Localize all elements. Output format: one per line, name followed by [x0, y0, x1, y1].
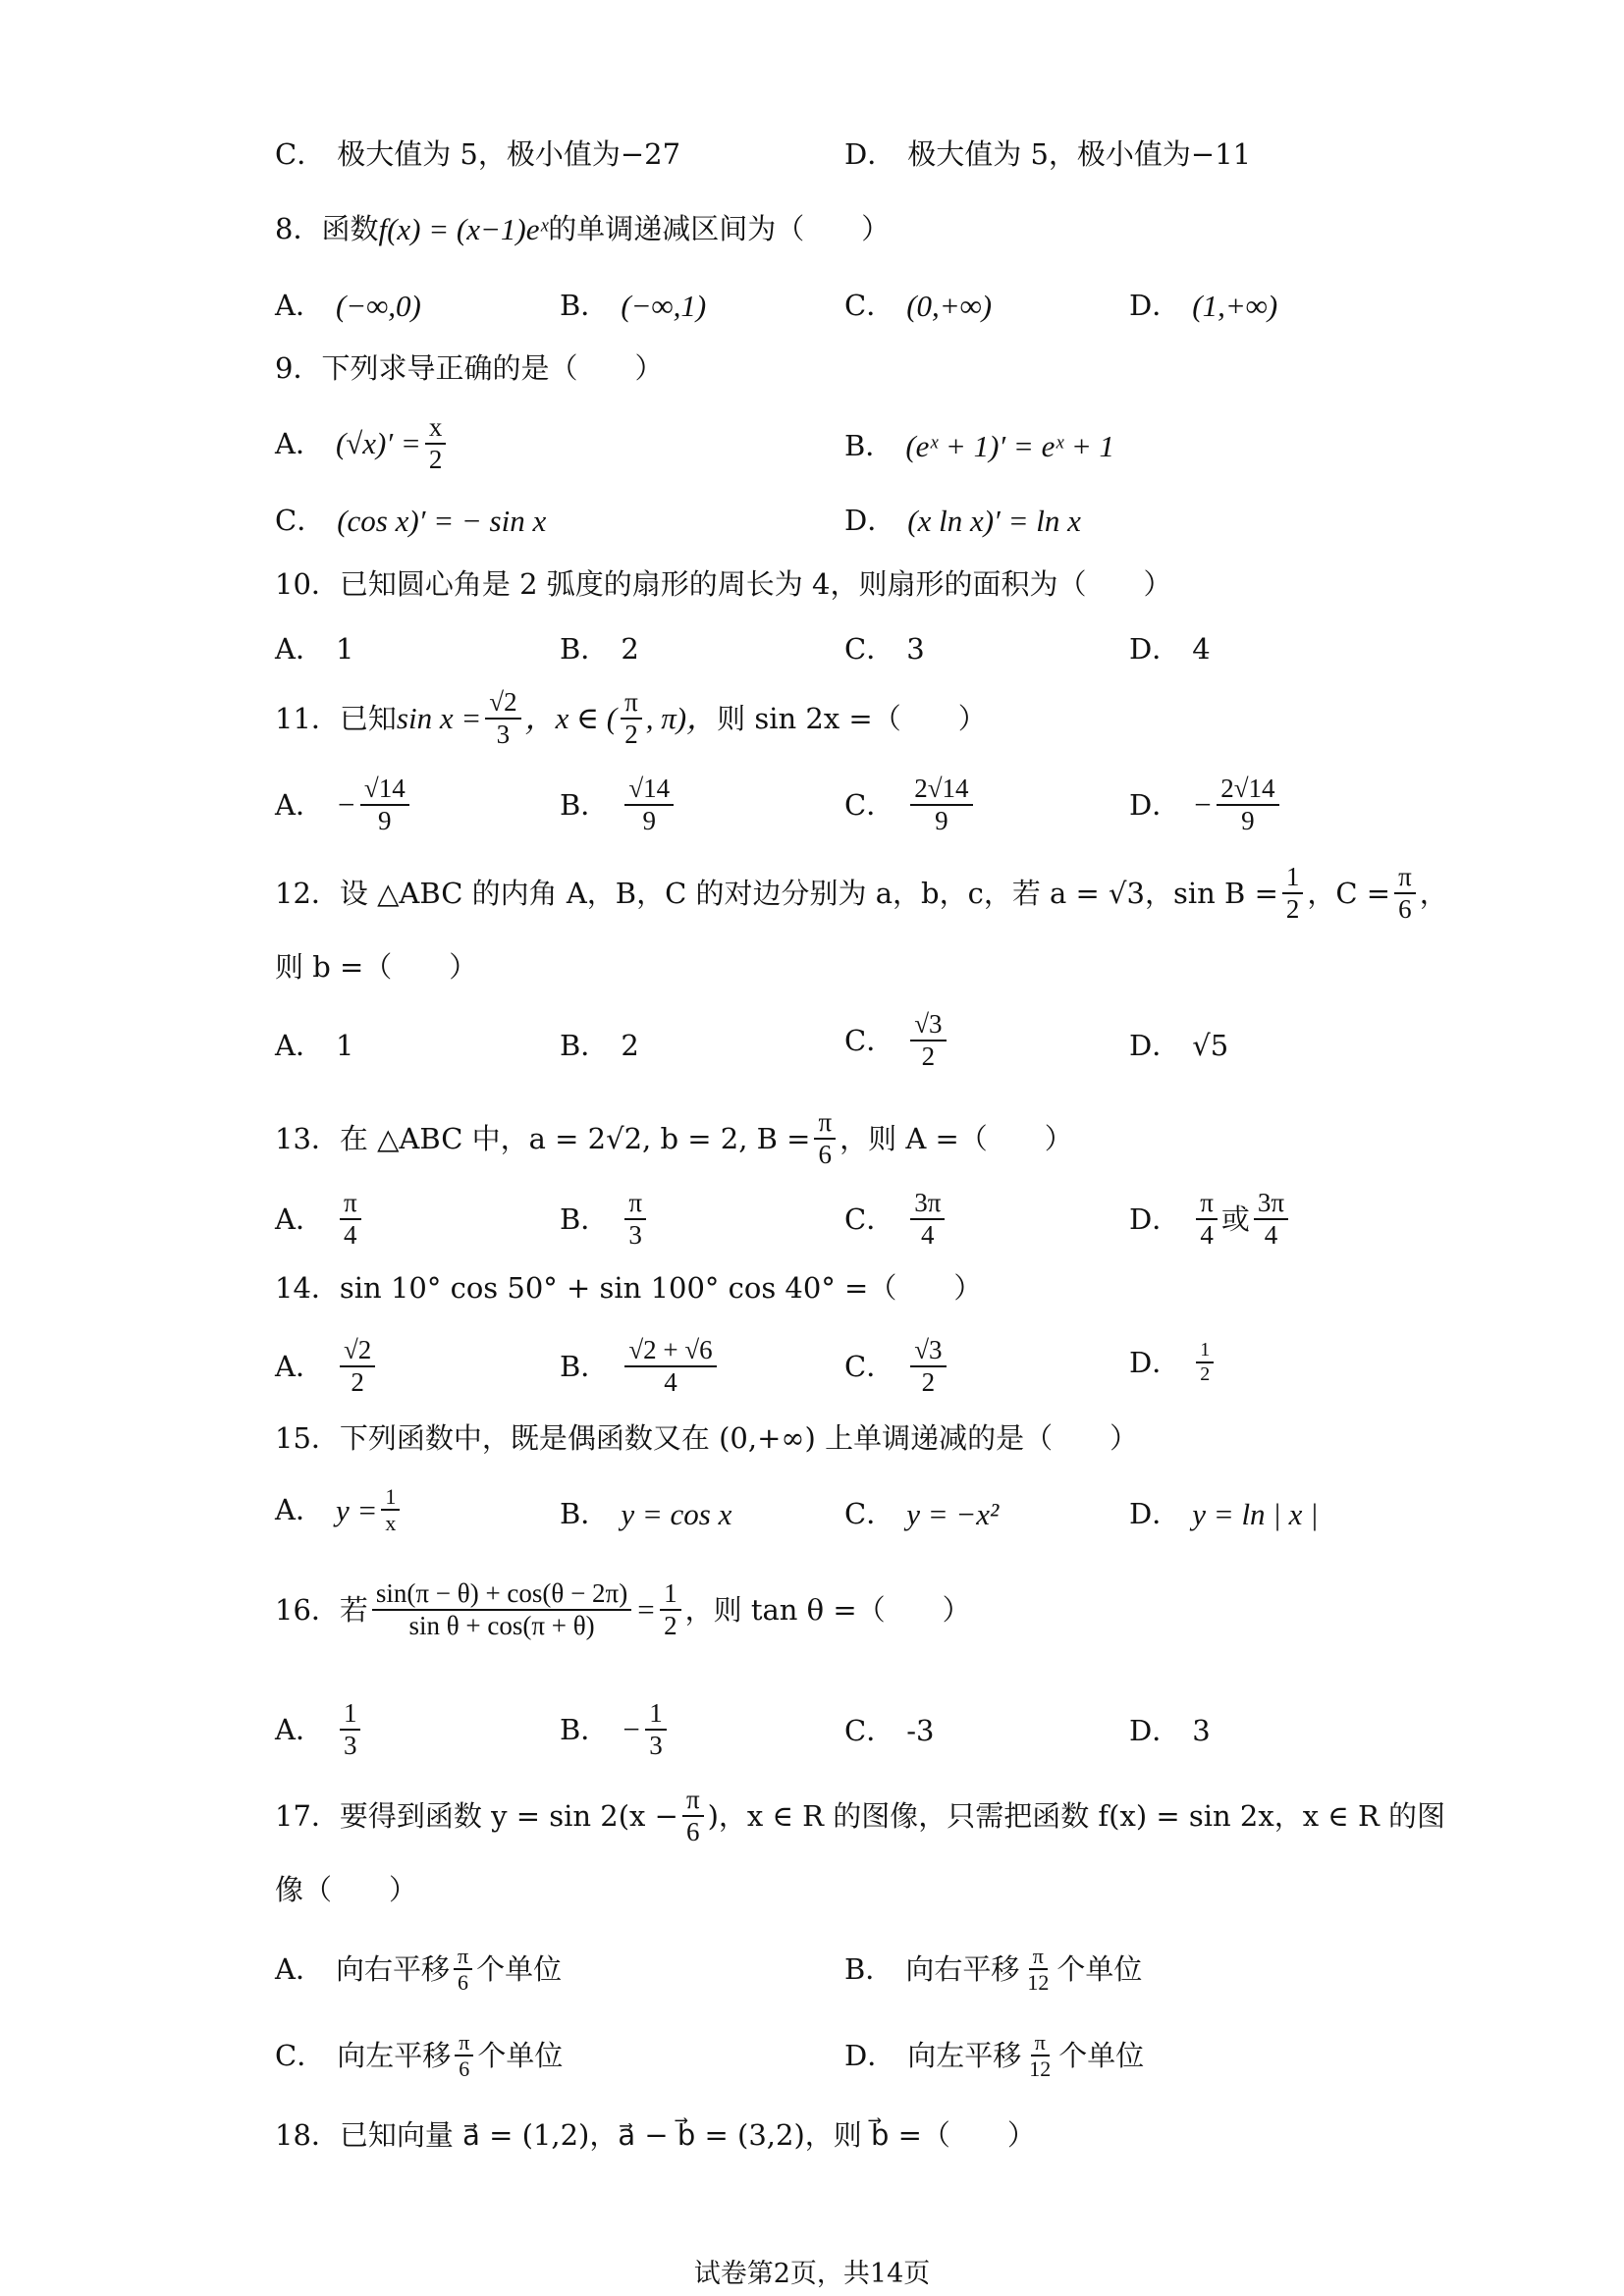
fraction-den: 2	[921, 1367, 936, 1398]
option-text: (cos x)′ = − sin x	[337, 504, 547, 538]
option-text: y = −x²	[906, 1497, 1000, 1531]
option-text: 2	[621, 1029, 639, 1062]
fraction-den: 2	[351, 1367, 364, 1398]
option-text: (eˣ + 1)′ = eˣ + 1	[905, 429, 1115, 463]
q11-option-a	[275, 774, 413, 836]
q17-option-b	[844, 1944, 1142, 1996]
q17-stem	[275, 1785, 1445, 1847]
q9-stem: 9．下列求导正确的是（ ）	[275, 351, 664, 385]
fraction-num: π	[455, 2030, 473, 2056]
option-sign: −	[335, 787, 356, 823]
fraction-num: 1	[660, 1578, 681, 1611]
option-text: (−∞,1)	[621, 289, 707, 323]
fraction-num: π	[682, 1785, 704, 1817]
q14-stem: 14．sin 10° cos 50° + sin 100° cos 40° =（ ）	[275, 1271, 983, 1305]
option-label: A．	[275, 1492, 324, 1526]
option-text: (1,+∞)	[1192, 289, 1278, 323]
option-lhs: (√x)′ =	[335, 426, 421, 461]
fraction-num: π	[624, 1188, 646, 1220]
stem-suffix: 则 sin 2x =（ ）	[717, 701, 987, 735]
stem-math: =	[635, 1592, 657, 1628]
fraction	[425, 412, 447, 475]
q14-option-d	[1129, 1339, 1218, 1386]
q17-option-a	[275, 1944, 562, 1996]
option-sign: −	[1192, 787, 1214, 823]
option-label: C．	[844, 1497, 895, 1531]
fraction	[340, 1335, 375, 1398]
fraction-den: 2	[624, 720, 638, 750]
option-label: A．	[275, 1951, 324, 1986]
option-label: A．	[275, 289, 324, 323]
or-text: 或	[1220, 1201, 1250, 1236]
fraction	[1217, 774, 1278, 836]
fraction-num: π	[1029, 1944, 1048, 1970]
q9-option-c	[275, 503, 546, 539]
option-label: D．	[1129, 1201, 1181, 1236]
fraction-num: sin(π − θ) + cos(θ − 2π)	[372, 1578, 631, 1611]
fraction-num: √2 + √6	[624, 1335, 716, 1367]
fraction-den: 2	[921, 1041, 936, 1072]
q10-option-c	[844, 632, 925, 667]
q11-option-b	[560, 774, 677, 836]
q10-stem: 10．已知圆心角是 2 弧度的扇形的周长为 4，则扇形的面积为（ ）	[275, 567, 1172, 601]
q8-stem	[275, 211, 890, 247]
q16-option-c	[844, 1714, 934, 1748]
option-label: C．	[275, 137, 326, 171]
option-text: 个单位	[1056, 1951, 1143, 1986]
option-text: 3	[906, 632, 925, 666]
option-label: D．	[844, 2038, 896, 2072]
q9-option-d	[844, 503, 1081, 539]
fraction	[624, 1188, 646, 1251]
fraction-num: π	[814, 1107, 836, 1140]
option-label: B．	[560, 1497, 610, 1531]
q8-option-d	[1129, 288, 1277, 324]
option-label: B．	[560, 632, 610, 666]
q10-option-a	[275, 632, 353, 667]
fraction-den: 6	[818, 1140, 833, 1170]
fraction-num: π	[621, 687, 642, 720]
stem-suffix: ，则 A =（ ）	[839, 1121, 1073, 1155]
option-label: D．	[1129, 1714, 1181, 1747]
option-text: 个单位	[1058, 2038, 1145, 2072]
q12-option-c	[844, 1009, 950, 1072]
q13-option-a	[275, 1188, 365, 1251]
fraction-den: 12	[1029, 2056, 1052, 2082]
fraction	[660, 1578, 681, 1641]
option-text: (x ln x)′ = ln x	[907, 504, 1081, 538]
q17-stem-line2: 像（ ）	[275, 1873, 418, 1906]
fraction-num: √2	[485, 687, 520, 720]
option-label: C．	[844, 1349, 895, 1383]
fraction-num: π	[1394, 862, 1416, 894]
q9-option-a	[275, 412, 450, 475]
q8-option-b	[560, 288, 706, 324]
fraction	[814, 1107, 836, 1170]
fraction	[910, 1335, 946, 1398]
fraction-den: 2	[1200, 1363, 1211, 1385]
option-label: D．	[1129, 1345, 1181, 1379]
stem-prefix: 16．若	[275, 1592, 368, 1627]
stem-math: , π)，	[645, 701, 718, 736]
q7-option-d	[844, 137, 1251, 172]
option-lhs: y =	[335, 1492, 378, 1527]
option-label: A．	[275, 787, 324, 822]
option-label: D．	[1129, 1029, 1181, 1062]
fraction-den: 3	[649, 1731, 663, 1761]
option-label: B．	[560, 1349, 610, 1383]
fraction-den: 9	[1241, 806, 1255, 836]
fraction-den: 6	[458, 1970, 469, 1996]
fraction-num: 2√14	[910, 774, 972, 806]
q16-option-d	[1129, 1714, 1211, 1748]
fraction-num: √14	[624, 774, 674, 806]
option-label: B．	[560, 1201, 610, 1236]
q8-option-a	[275, 288, 421, 324]
fraction	[624, 1335, 716, 1398]
fraction-den: 3	[628, 1220, 642, 1251]
q12-stem-line2: 则 b =（ ）	[275, 950, 478, 984]
fraction-den: sin θ + cos(π + θ)	[408, 1611, 595, 1641]
option-text: y = ln | x |	[1192, 1497, 1319, 1531]
option-label: C．	[275, 2038, 326, 2072]
q12-option-a	[275, 1029, 353, 1063]
option-text: √5	[1192, 1029, 1229, 1062]
fraction	[645, 1698, 667, 1761]
q17-option-d	[844, 2030, 1144, 2082]
option-text: 个单位	[476, 1951, 563, 1986]
option-label: D．	[1129, 289, 1181, 323]
option-label: A．	[275, 1201, 324, 1236]
q15-option-a	[275, 1484, 404, 1536]
option-label: A．	[275, 1712, 324, 1746]
option-label: C．	[844, 787, 895, 822]
q15-stem: 15．下列函数中，既是偶函数又在 (0,+∞) 上单调递减的是（ ）	[275, 1421, 1139, 1455]
stem-math: sin x =	[396, 701, 482, 736]
option-text: (0,+∞)	[906, 289, 993, 323]
q12-stem	[275, 862, 1448, 925]
option-label: A．	[275, 1349, 324, 1383]
fraction	[910, 1188, 945, 1251]
fraction-den: 4	[1264, 1220, 1278, 1251]
stem-suffix: )，x ∈ R 的图像，只需把函数 f(x) = sin 2x，x ∈ R 的图	[707, 1798, 1446, 1833]
option-label: D．	[1129, 787, 1181, 822]
fraction-den: 6	[459, 2056, 470, 2082]
stem-math: ，C =	[1307, 876, 1391, 910]
fraction-den: 6	[1398, 894, 1412, 925]
fraction	[1394, 862, 1416, 925]
fraction	[372, 1578, 631, 1641]
page-footer: 试卷第2页，共14页	[693, 2259, 931, 2289]
fraction-num: 3π	[910, 1188, 945, 1220]
q15-option-b	[560, 1496, 731, 1532]
option-text: 个单位	[477, 2038, 564, 2072]
fraction	[1023, 1944, 1053, 1996]
option-label: C．	[844, 289, 895, 323]
q9-option-b	[844, 428, 1114, 464]
q10-option-b	[560, 632, 639, 667]
stem-math: f(x) = (x−1)eˣ	[378, 212, 549, 246]
fraction-num: π	[1031, 2030, 1050, 2056]
option-label: C．	[844, 1023, 895, 1057]
fraction-den: 2	[664, 1611, 677, 1641]
fraction-num: π	[454, 1944, 472, 1970]
q12-option-d	[1129, 1029, 1228, 1063]
option-label: A．	[275, 632, 324, 666]
stem-prefix: 13．在 △ABC 中，a = 2√2, b = 2, B =	[275, 1121, 811, 1155]
q13-option-c	[844, 1188, 948, 1251]
fraction-den: 9	[935, 806, 948, 836]
fraction	[1196, 1188, 1218, 1251]
fraction	[910, 1009, 946, 1072]
fraction	[381, 1484, 400, 1536]
option-text: 2	[621, 632, 639, 666]
q11-option-c	[844, 774, 977, 836]
q16-option-a	[275, 1698, 364, 1761]
fraction-den: 4	[921, 1220, 935, 1251]
fraction-num: 1	[340, 1698, 361, 1731]
option-label: B．	[560, 787, 610, 822]
option-text: 向左平移	[337, 2038, 452, 2072]
fraction-den: 4	[1200, 1220, 1214, 1251]
fraction-den: 3	[496, 720, 511, 750]
q8-option-c	[844, 288, 992, 324]
stem-suffix: ，	[1419, 876, 1448, 910]
q12-option-b	[560, 1029, 639, 1063]
fraction-num: 2√14	[1217, 774, 1278, 806]
option-label: B．	[560, 289, 610, 323]
option-label: C．	[844, 1201, 895, 1236]
fraction-num: π	[340, 1188, 361, 1220]
fraction-den: 12	[1027, 1970, 1050, 1996]
option-label: C．	[844, 632, 895, 666]
fraction-num: π	[1196, 1188, 1218, 1220]
option-label: D．	[1129, 1497, 1181, 1531]
fraction	[454, 1944, 472, 1996]
option-text: (−∞,0)	[335, 289, 421, 323]
fraction	[340, 1698, 361, 1761]
option-text: 向右平移	[905, 1951, 1020, 1986]
option-label: C．	[844, 1714, 895, 1747]
q14-option-b	[560, 1335, 721, 1398]
option-label: D．	[844, 504, 896, 538]
fraction-num: 3π	[1254, 1188, 1288, 1220]
fraction-den: 2	[428, 445, 443, 475]
option-text: 3	[1192, 1714, 1211, 1747]
fraction-num: √2	[340, 1335, 375, 1367]
fraction-num: 1	[381, 1484, 400, 1511]
fraction-num: √3	[910, 1335, 946, 1367]
q15-option-c	[844, 1496, 999, 1532]
stem-prefix: 12．设 △ABC 的内角 A，B，C 的对边分别为 a，b，c，若 a = √3，sin B =	[275, 876, 1278, 910]
q13-option-b	[560, 1188, 650, 1251]
stem-prefix: 17．要得到函数 y = sin 2(x −	[275, 1798, 678, 1833]
q14-option-c	[844, 1335, 950, 1398]
stem-suffix: ，则 tan θ =（ ）	[684, 1592, 971, 1627]
fraction-den: 4	[344, 1220, 357, 1251]
option-text: -3	[906, 1714, 935, 1747]
fraction	[1282, 862, 1304, 925]
fraction	[1025, 2030, 1055, 2082]
fraction-num: 1	[1196, 1339, 1214, 1363]
q11-option-d	[1129, 774, 1283, 836]
option-text: 向左平移	[907, 2038, 1022, 2072]
option-label: C．	[275, 504, 326, 538]
stem-prefix: 11．已知	[275, 701, 397, 735]
option-text: 4	[1192, 632, 1211, 666]
q14-option-a	[275, 1335, 379, 1398]
option-text: 向右平移	[335, 1951, 450, 1986]
q18-stem: 18．已知向量 a⃗ = (1,2)，a⃗ − b⃗ = (3,2)，则 b⃗ =（ ）	[275, 2118, 1036, 2152]
option-label: D．	[1129, 632, 1181, 666]
option-label: A．	[275, 1029, 324, 1062]
fraction-den: 9	[378, 806, 392, 836]
option-text: 1	[335, 1029, 354, 1062]
q16-stem	[275, 1578, 971, 1641]
stem-math: ，x ∈ (	[524, 701, 618, 736]
option-text: 极大值为 5，极小值为−11	[907, 137, 1252, 171]
option-label: B．	[560, 1029, 610, 1062]
stem-suffix: 的单调递减区间为（ ）	[548, 212, 891, 246]
fraction	[485, 687, 520, 750]
option-label: B．	[560, 1712, 610, 1746]
q10-option-d	[1129, 632, 1211, 667]
fraction	[360, 774, 409, 836]
fraction	[340, 1188, 361, 1251]
fraction-den: x	[385, 1511, 397, 1536]
stem-prefix: 8．函数	[275, 212, 379, 246]
option-sign: −	[621, 1712, 642, 1747]
q11-stem	[275, 687, 987, 750]
fraction	[682, 1785, 704, 1847]
fraction	[1254, 1188, 1288, 1251]
q17-option-c	[275, 2030, 563, 2082]
fraction-num: x	[425, 412, 447, 445]
fraction-den: 3	[343, 1731, 357, 1761]
q13-stem	[275, 1107, 1073, 1170]
option-label: B．	[844, 1951, 894, 1986]
q16-option-b	[560, 1698, 671, 1761]
option-text: y = cos x	[621, 1497, 732, 1531]
fraction	[621, 687, 642, 750]
option-label: B．	[844, 429, 894, 463]
option-text: 极大值为 5，极小值为−27	[337, 137, 681, 171]
option-text: 1	[335, 632, 354, 666]
fraction	[1196, 1339, 1214, 1386]
fraction	[910, 774, 972, 836]
q13-option-d	[1129, 1188, 1292, 1251]
option-label: D．	[844, 137, 896, 171]
fraction	[624, 774, 674, 836]
q7-option-c	[275, 137, 680, 172]
fraction-num: √14	[360, 774, 409, 806]
fraction-num: √3	[910, 1009, 946, 1041]
fraction-den: 9	[642, 806, 656, 836]
fraction-num: 1	[1282, 862, 1304, 894]
fraction-den: 2	[1285, 894, 1300, 925]
fraction	[455, 2030, 473, 2082]
option-label: A．	[275, 426, 324, 460]
q15-option-d	[1129, 1496, 1319, 1532]
fraction-den: 6	[686, 1817, 700, 1847]
fraction-den: 4	[664, 1367, 677, 1398]
fraction-num: 1	[645, 1698, 667, 1731]
